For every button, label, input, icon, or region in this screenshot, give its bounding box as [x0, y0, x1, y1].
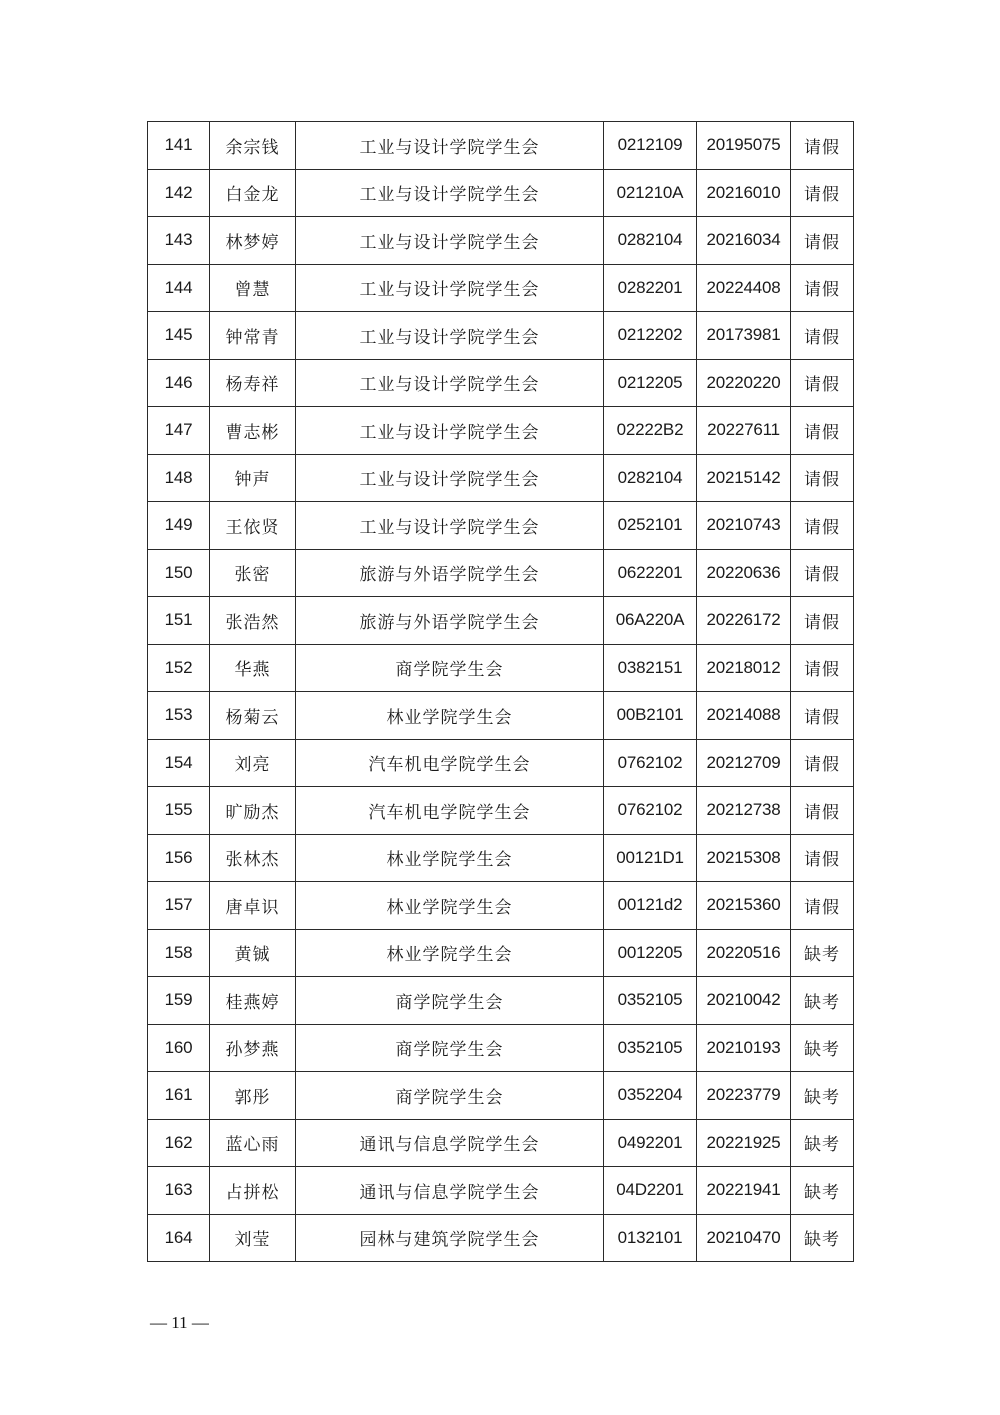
table-row [148, 1214, 854, 1262]
row-number-cell: 163 [148, 1167, 210, 1215]
organization-cell: 林业学院学生会 [296, 929, 604, 977]
class-code-cell: 0352204 [604, 1072, 697, 1120]
student-name-cell: 杨菊云 [210, 692, 296, 740]
student-id-cell: 20210193 [697, 1024, 791, 1072]
status-cell: 请假 [791, 122, 854, 170]
organization-cell: 旅游与外语学院学生会 [296, 597, 604, 645]
student-name-cell: 桂燕婷 [210, 977, 296, 1025]
student-name-cell: 郭彤 [210, 1072, 296, 1120]
class-code-cell: 0282104 [604, 217, 697, 265]
student-name-cell: 旷励杰 [210, 787, 296, 835]
organization-cell: 工业与设计学院学生会 [296, 359, 604, 407]
table-row [148, 787, 854, 835]
class-code-cell: 04D2201 [604, 1167, 697, 1215]
table-row [148, 1167, 854, 1215]
student-id-cell: 20195075 [697, 122, 791, 170]
organization-cell: 林业学院学生会 [296, 882, 604, 930]
student-name-cell: 余宗钱 [210, 122, 296, 170]
class-code-cell: 0282201 [604, 264, 697, 312]
student-name-cell: 黄铖 [210, 929, 296, 977]
table-row [148, 217, 854, 265]
row-number-cell: 157 [148, 882, 210, 930]
table-row [148, 502, 854, 550]
student-name-cell: 张林杰 [210, 834, 296, 882]
class-code-cell: 0212109 [604, 122, 697, 170]
row-number-cell: 162 [148, 1119, 210, 1167]
organization-cell: 工业与设计学院学生会 [296, 122, 604, 170]
class-code-cell: 021210A [604, 169, 697, 217]
class-code-cell: 0012205 [604, 929, 697, 977]
organization-cell: 旅游与外语学院学生会 [296, 549, 604, 597]
status-cell: 缺考 [791, 1072, 854, 1120]
organization-cell: 园林与建筑学院学生会 [296, 1214, 604, 1262]
student-id-cell: 20216010 [697, 169, 791, 217]
table-row [148, 644, 854, 692]
student-name-cell: 占拼松 [210, 1167, 296, 1215]
student-name-cell: 钟常青 [210, 312, 296, 360]
organization-cell: 林业学院学生会 [296, 692, 604, 740]
organization-cell: 工业与设计学院学生会 [296, 169, 604, 217]
status-cell: 请假 [791, 597, 854, 645]
organization-cell: 通讯与信息学院学生会 [296, 1167, 604, 1215]
class-code-cell: 0212202 [604, 312, 697, 360]
class-code-cell: 06A220A [604, 597, 697, 645]
organization-cell: 商学院学生会 [296, 644, 604, 692]
organization-cell: 通讯与信息学院学生会 [296, 1119, 604, 1167]
status-cell: 缺考 [791, 929, 854, 977]
student-id-cell: 20226172 [697, 597, 791, 645]
student-id-cell: 20215360 [697, 882, 791, 930]
status-cell: 请假 [791, 359, 854, 407]
organization-cell: 商学院学生会 [296, 1072, 604, 1120]
table-row [148, 977, 854, 1025]
status-cell: 请假 [791, 454, 854, 502]
table-row [148, 929, 854, 977]
row-number-cell: 160 [148, 1024, 210, 1072]
status-cell: 请假 [791, 502, 854, 550]
row-number-cell: 161 [148, 1072, 210, 1120]
status-cell: 请假 [791, 882, 854, 930]
class-code-cell: 0762102 [604, 739, 697, 787]
student-id-cell: 20220516 [697, 929, 791, 977]
student-id-cell: 20210042 [697, 977, 791, 1025]
row-number-cell: 148 [148, 454, 210, 502]
row-number-cell: 149 [148, 502, 210, 550]
organization-cell: 工业与设计学院学生会 [296, 312, 604, 360]
row-number-cell: 164 [148, 1214, 210, 1262]
student-name-cell: 华燕 [210, 644, 296, 692]
class-code-cell: 0252101 [604, 502, 697, 550]
student-name-cell: 曾慧 [210, 264, 296, 312]
status-cell: 请假 [791, 787, 854, 835]
table-row [148, 1119, 854, 1167]
student-id-cell: 20210743 [697, 502, 791, 550]
organization-cell: 工业与设计学院学生会 [296, 217, 604, 265]
row-number-cell: 146 [148, 359, 210, 407]
status-cell: 缺考 [791, 1024, 854, 1072]
table-row [148, 882, 854, 930]
organization-cell: 林业学院学生会 [296, 834, 604, 882]
row-number-cell: 153 [148, 692, 210, 740]
class-code-cell: 0352105 [604, 1024, 697, 1072]
row-number-cell: 150 [148, 549, 210, 597]
class-code-cell: 0382151 [604, 644, 697, 692]
table-row [148, 407, 854, 455]
organization-cell: 工业与设计学院学生会 [296, 502, 604, 550]
status-cell: 请假 [791, 169, 854, 217]
table-row [148, 597, 854, 645]
table-row [148, 692, 854, 740]
roster-table-body [148, 122, 854, 1262]
status-cell: 请假 [791, 407, 854, 455]
row-number-cell: 158 [148, 929, 210, 977]
status-cell: 请假 [791, 312, 854, 360]
class-code-cell: 0492201 [604, 1119, 697, 1167]
organization-cell: 商学院学生会 [296, 977, 604, 1025]
row-number-cell: 142 [148, 169, 210, 217]
organization-cell: 工业与设计学院学生会 [296, 407, 604, 455]
student-name-cell: 王依贤 [210, 502, 296, 550]
student-name-cell: 白金龙 [210, 169, 296, 217]
status-cell: 请假 [791, 739, 854, 787]
status-cell: 请假 [791, 692, 854, 740]
status-cell: 缺考 [791, 1214, 854, 1262]
student-id-cell: 20173981 [697, 312, 791, 360]
student-name-cell: 张浩然 [210, 597, 296, 645]
row-number-cell: 144 [148, 264, 210, 312]
student-id-cell: 20215142 [697, 454, 791, 502]
student-id-cell: 20218012 [697, 644, 791, 692]
table-row [148, 122, 854, 170]
student-id-cell: 20223779 [697, 1072, 791, 1120]
student-id-cell: 20210470 [697, 1214, 791, 1262]
student-name-cell: 刘亮 [210, 739, 296, 787]
student-name-cell: 蓝心雨 [210, 1119, 296, 1167]
student-name-cell: 唐卓识 [210, 882, 296, 930]
student-id-cell: 20212709 [697, 739, 791, 787]
student-name-cell: 林梦婷 [210, 217, 296, 265]
student-name-cell: 钟声 [210, 454, 296, 502]
student-name-cell: 张密 [210, 549, 296, 597]
row-number-cell: 155 [148, 787, 210, 835]
row-number-cell: 159 [148, 977, 210, 1025]
student-id-cell: 20224408 [697, 264, 791, 312]
student-id-cell: 20221925 [697, 1119, 791, 1167]
class-code-cell: 00B2101 [604, 692, 697, 740]
row-number-cell: 145 [148, 312, 210, 360]
student-name-cell: 孙梦燕 [210, 1024, 296, 1072]
status-cell: 缺考 [791, 1167, 854, 1215]
roster-table [147, 121, 854, 1262]
status-cell: 请假 [791, 644, 854, 692]
table-row [148, 739, 854, 787]
table-row [148, 549, 854, 597]
student-name-cell: 刘莹 [210, 1214, 296, 1262]
row-number-cell: 141 [148, 122, 210, 170]
organization-cell: 工业与设计学院学生会 [296, 264, 604, 312]
page-number: — 11 — [150, 1313, 209, 1332]
student-id-cell: 20221941 [697, 1167, 791, 1215]
row-number-cell: 156 [148, 834, 210, 882]
table-row [148, 454, 854, 502]
table-row [148, 264, 854, 312]
student-id-cell: 20220220 [697, 359, 791, 407]
organization-cell: 工业与设计学院学生会 [296, 454, 604, 502]
status-cell: 请假 [791, 549, 854, 597]
class-code-cell: 00121D1 [604, 834, 697, 882]
table-row [148, 312, 854, 360]
table-row [148, 834, 854, 882]
student-id-cell: 20212738 [697, 787, 791, 835]
class-code-cell: 0762102 [604, 787, 697, 835]
class-code-cell: 02222B2 [604, 407, 697, 455]
organization-cell: 汽车机电学院学生会 [296, 739, 604, 787]
student-id-cell: 20216034 [697, 217, 791, 265]
student-id-cell: 20220636 [697, 549, 791, 597]
row-number-cell: 151 [148, 597, 210, 645]
class-code-cell: 0282104 [604, 454, 697, 502]
class-code-cell: 0212205 [604, 359, 697, 407]
student-id-cell: 20214088 [697, 692, 791, 740]
status-cell: 请假 [791, 834, 854, 882]
status-cell: 请假 [791, 264, 854, 312]
organization-cell: 商学院学生会 [296, 1024, 604, 1072]
table-row [148, 1024, 854, 1072]
table-row [148, 169, 854, 217]
table-row [148, 1072, 854, 1120]
class-code-cell: 00121d2 [604, 882, 697, 930]
table-row [148, 359, 854, 407]
status-cell: 请假 [791, 217, 854, 265]
row-number-cell: 147 [148, 407, 210, 455]
row-number-cell: 152 [148, 644, 210, 692]
class-code-cell: 0352105 [604, 977, 697, 1025]
class-code-cell: 0132101 [604, 1214, 697, 1262]
student-name-cell: 曹志彬 [210, 407, 296, 455]
row-number-cell: 154 [148, 739, 210, 787]
student-id-cell: 20215308 [697, 834, 791, 882]
student-id-cell: 20227611 [697, 407, 791, 455]
class-code-cell: 0622201 [604, 549, 697, 597]
status-cell: 缺考 [791, 1119, 854, 1167]
student-name-cell: 杨寿祥 [210, 359, 296, 407]
organization-cell: 汽车机电学院学生会 [296, 787, 604, 835]
status-cell: 缺考 [791, 977, 854, 1025]
row-number-cell: 143 [148, 217, 210, 265]
